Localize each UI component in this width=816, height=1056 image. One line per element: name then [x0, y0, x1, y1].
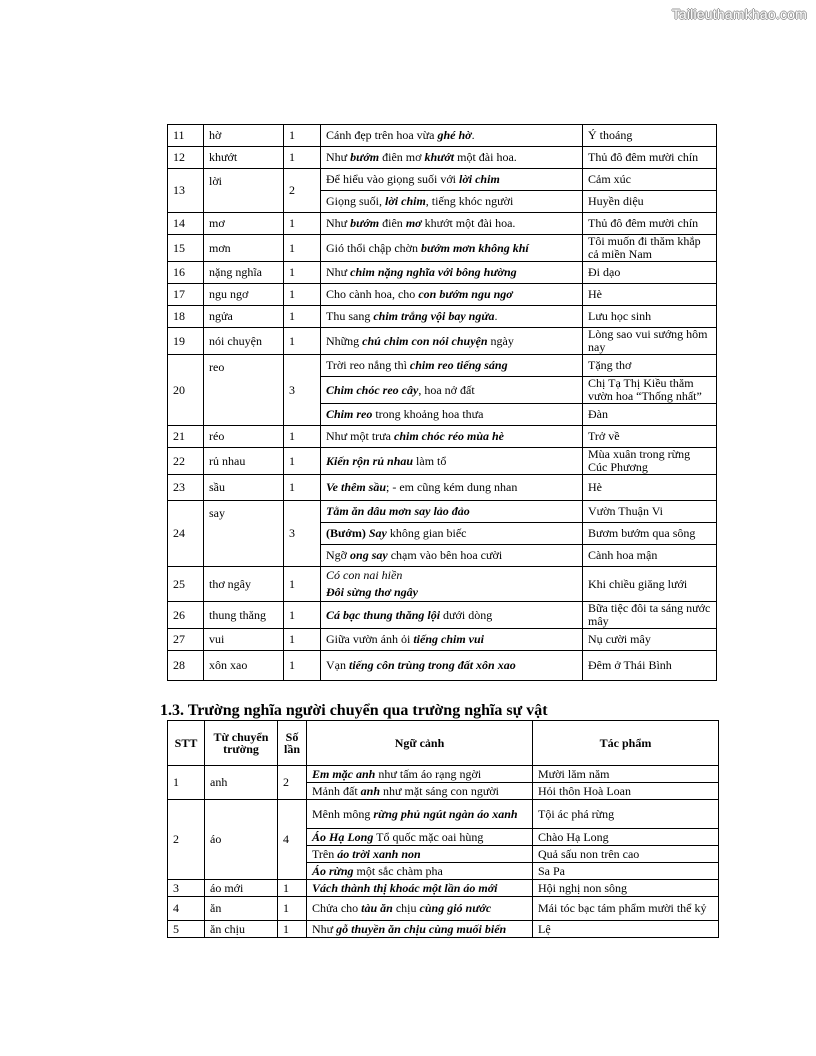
cell-work: Mái tóc bạc tám phẩm mười thể kỷ — [533, 897, 719, 921]
cell-count: 4 — [278, 800, 307, 880]
table-subrow — [168, 501, 717, 523]
cell-context: Vạn tiếng côn trùng trong đất xôn xao — [321, 651, 583, 681]
cell-word: anh — [205, 766, 278, 800]
cell-stt: 14 — [168, 213, 204, 235]
cell-context: Em mặc anh như tấm áo rạng ngời — [307, 766, 533, 783]
cell-context: Cánh đẹp trên hoa vừa ghé hờ. — [321, 125, 583, 147]
cell-count: 1 — [278, 897, 307, 921]
cell-count: 1 — [284, 448, 321, 475]
cell-work: Bươm bướm qua sông — [583, 523, 717, 545]
header-work: Tác phẩm — [533, 721, 719, 766]
cell-stt: 25 — [168, 567, 204, 602]
cell-work: Cành hoa mận — [583, 545, 717, 567]
cell-count: 1 — [284, 125, 321, 147]
cell-count: 1 — [284, 567, 321, 602]
table-row — [168, 921, 719, 938]
cell-context: Như bướm điên mơ khướt một đài hoa. — [321, 147, 583, 169]
cell-context: Như gỗ thuyền ăn chịu cùng muối biển — [307, 921, 533, 938]
cell-stt: 27 — [168, 629, 204, 651]
cell-stt: 18 — [168, 306, 204, 328]
cell-stt: 24 — [168, 501, 204, 567]
cell-work: Vườn Thuận Vi — [583, 501, 717, 523]
table-row — [168, 602, 717, 629]
cell-work: Thủ đô đêm mười chín — [583, 147, 717, 169]
cell-stt: 11 — [168, 125, 204, 147]
table-row — [168, 328, 717, 355]
cell-work: Thủ đô đêm mười chín — [583, 213, 717, 235]
table-row — [168, 475, 717, 501]
cell-stt: 5 — [168, 921, 205, 938]
table-animal-semantic-field — [167, 124, 717, 681]
cell-count: 2 — [284, 169, 321, 213]
table-row — [168, 897, 719, 921]
table-row — [168, 426, 717, 448]
cell-context: Mảnh đất anh như mặt sáng con người — [307, 783, 533, 800]
cell-word: khướt — [204, 147, 284, 169]
table-subrow — [168, 800, 719, 829]
cell-work: Đi dạo — [583, 262, 717, 284]
cell-word: thơ ngây — [204, 567, 284, 602]
cell-word: xôn xao — [204, 651, 284, 681]
cell-context: Ve thêm sầu; - em cũng kém dung nhan — [321, 475, 583, 501]
cell-word: ăn chịu — [205, 921, 278, 938]
cell-word: áo — [205, 800, 278, 880]
cell-count: 1 — [284, 284, 321, 306]
cell-context: Trời reo nắng thì chim reo tiếng sáng — [321, 355, 583, 377]
cell-work: Bữa tiệc đôi ta sáng nước mây — [583, 602, 717, 629]
cell-stt: 13 — [168, 169, 204, 213]
table-row — [168, 262, 717, 284]
cell-context: Tằm ăn dâu mơn say lảo đảo — [321, 501, 583, 523]
cell-count: 1 — [284, 629, 321, 651]
table-row — [168, 213, 717, 235]
cell-context: Kiến rộn rủ nhau làm tổ — [321, 448, 583, 475]
table-row — [168, 880, 719, 897]
table-row — [168, 651, 717, 681]
cell-context: Vách thành thị khoác một lần áo mới — [307, 880, 533, 897]
cell-stt: 15 — [168, 235, 204, 262]
cell-word: vui — [204, 629, 284, 651]
cell-work: Tôi muốn đi thăm khắp cả miền Nam — [583, 235, 717, 262]
table-row — [168, 284, 717, 306]
cell-context: (Bướm) Say không gian biếc — [321, 523, 583, 545]
cell-work: Lưu học sinh — [583, 306, 717, 328]
cell-work: Đàn — [583, 404, 717, 426]
table-row — [168, 147, 717, 169]
cell-count: 1 — [284, 262, 321, 284]
cell-work: Cảm xúc — [583, 169, 717, 191]
cell-count: 1 — [278, 921, 307, 938]
cell-work: Hỏi thôn Hoà Loan — [533, 783, 719, 800]
cell-context: Giữa vườn ánh ỏi tiếng chim vui — [321, 629, 583, 651]
cell-work: Lòng sao vui sướng hôm nay — [583, 328, 717, 355]
cell-word: réo — [204, 426, 284, 448]
table-row — [168, 629, 717, 651]
table-row — [168, 125, 717, 147]
cell-word: reo — [204, 355, 284, 426]
cell-context: Như một trưa chim chóc réo mùa hè — [321, 426, 583, 448]
cell-count: 3 — [284, 501, 321, 567]
cell-stt: 20 — [168, 355, 204, 426]
cell-work: Huyền diệu — [583, 191, 717, 213]
cell-context: Chửa cho tàu ăn chịu cùng gió nước — [307, 897, 533, 921]
cell-work: Mười lăm năm — [533, 766, 719, 783]
cell-context: Ngỡ ong say chạm vào bên hoa cười — [321, 545, 583, 567]
table-subrow — [168, 355, 717, 377]
cell-work: Hè — [583, 475, 717, 501]
table-human-to-object-field — [167, 720, 719, 938]
cell-work: Chào Hạ Long — [533, 829, 719, 846]
cell-count: 1 — [284, 147, 321, 169]
cell-count: 1 — [284, 328, 321, 355]
cell-context: Có con nai hiền Đôi sừng thơ ngây — [321, 567, 583, 602]
cell-stt: 4 — [168, 897, 205, 921]
cell-word: say — [204, 501, 284, 567]
cell-context: Như bướm điên mơ khướt một đài hoa. — [321, 213, 583, 235]
cell-context: Áo rừng một sắc chàm pha — [307, 863, 533, 880]
cell-work: Nụ cười mây — [583, 629, 717, 651]
header-context: Ngữ cảnh — [307, 721, 533, 766]
cell-count: 1 — [278, 880, 307, 897]
cell-word: ngu ngơ — [204, 284, 284, 306]
section-heading: 1.3. Trường nghĩa người chuyển qua trường nghĩa sự vật — [160, 702, 548, 719]
cell-count: 1 — [284, 651, 321, 681]
header-word: Từ chuyển trường — [205, 721, 278, 766]
cell-count: 1 — [284, 602, 321, 629]
cell-context: Trên áo trời xanh non — [307, 846, 533, 863]
site-watermark: Tailieuthamkhao.com — [671, 6, 807, 22]
cell-context: Những chú chim con nói chuyện ngày — [321, 328, 583, 355]
cell-word: mơn — [204, 235, 284, 262]
cell-count: 3 — [284, 355, 321, 426]
cell-count: 1 — [284, 475, 321, 501]
cell-work: Đêm ở Thái Bình — [583, 651, 717, 681]
cell-count: 1 — [284, 213, 321, 235]
cell-count: 1 — [284, 235, 321, 262]
cell-stt: 23 — [168, 475, 204, 501]
cell-work: Ý thoáng — [583, 125, 717, 147]
cell-word: ngửa — [204, 306, 284, 328]
cell-stt: 12 — [168, 147, 204, 169]
cell-work: Khi chiều giăng lưới — [583, 567, 717, 602]
cell-context: Như chim nặng nghĩa với bông hường — [321, 262, 583, 284]
cell-word: ăn — [205, 897, 278, 921]
cell-work: Hội nghị non sông — [533, 880, 719, 897]
cell-word: áo mới — [205, 880, 278, 897]
cell-stt: 21 — [168, 426, 204, 448]
cell-context: Thu sang chim trắng vội bay ngửa. — [321, 306, 583, 328]
table-row — [168, 306, 717, 328]
cell-context: Cho cành hoa, cho con bướm ngu ngơ — [321, 284, 583, 306]
cell-word: rủ nhau — [204, 448, 284, 475]
cell-word: hờ — [204, 125, 284, 147]
header-stt: STT — [168, 721, 205, 766]
cell-stt: 2 — [168, 800, 205, 880]
cell-work: Trở về — [583, 426, 717, 448]
cell-count: 1 — [284, 426, 321, 448]
cell-stt: 16 — [168, 262, 204, 284]
table-subrow — [168, 169, 717, 191]
cell-context: Chim reo trong khoảng hoa thưa — [321, 404, 583, 426]
cell-stt: 1 — [168, 766, 205, 800]
cell-work: Lệ — [533, 921, 719, 938]
cell-context: Giọng suối, lời chim, tiếng khóc người — [321, 191, 583, 213]
cell-context: Chim chóc reo cây, hoa nở đất — [321, 377, 583, 404]
cell-context: Áo Hạ Long Tổ quốc mặc oai hùng — [307, 829, 533, 846]
table-row — [168, 448, 717, 475]
cell-word: nói chuyện — [204, 328, 284, 355]
cell-stt: 22 — [168, 448, 204, 475]
cell-context: Gió thổi chập chờn bướm mơn không khí — [321, 235, 583, 262]
cell-stt: 3 — [168, 880, 205, 897]
cell-work: Mùa xuân trong rừng Cúc Phương — [583, 448, 717, 475]
cell-word: nặng nghĩa — [204, 262, 284, 284]
cell-count: 2 — [278, 766, 307, 800]
cell-work: Tặng thơ — [583, 355, 717, 377]
table-row — [168, 567, 717, 602]
cell-word: mơ — [204, 213, 284, 235]
cell-work: Quả sấu non trên cao — [533, 846, 719, 863]
header-count: Số lần — [278, 721, 307, 766]
cell-context: Để hiểu vào giọng suối với lời chim — [321, 169, 583, 191]
cell-stt: 26 — [168, 602, 204, 629]
cell-count: 1 — [284, 306, 321, 328]
cell-stt: 17 — [168, 284, 204, 306]
table-subrow — [168, 766, 719, 783]
cell-word: lời — [204, 169, 284, 213]
cell-stt: 28 — [168, 651, 204, 681]
cell-context: Mênh mông rừng phủ ngút ngàn áo xanh — [307, 800, 533, 829]
cell-work: Chị Tạ Thị Kiều thăm vườn hoa “Thống nhất” — [583, 377, 717, 404]
cell-stt: 19 — [168, 328, 204, 355]
cell-word: sầu — [204, 475, 284, 501]
cell-context: Cá bạc thung thăng lội dưới dòng — [321, 602, 583, 629]
cell-work: Hè — [583, 284, 717, 306]
cell-work: Sa Pa — [533, 863, 719, 880]
table-row — [168, 235, 717, 262]
cell-work: Tội ác phá rừng — [533, 800, 719, 829]
cell-word: thung thăng — [204, 602, 284, 629]
